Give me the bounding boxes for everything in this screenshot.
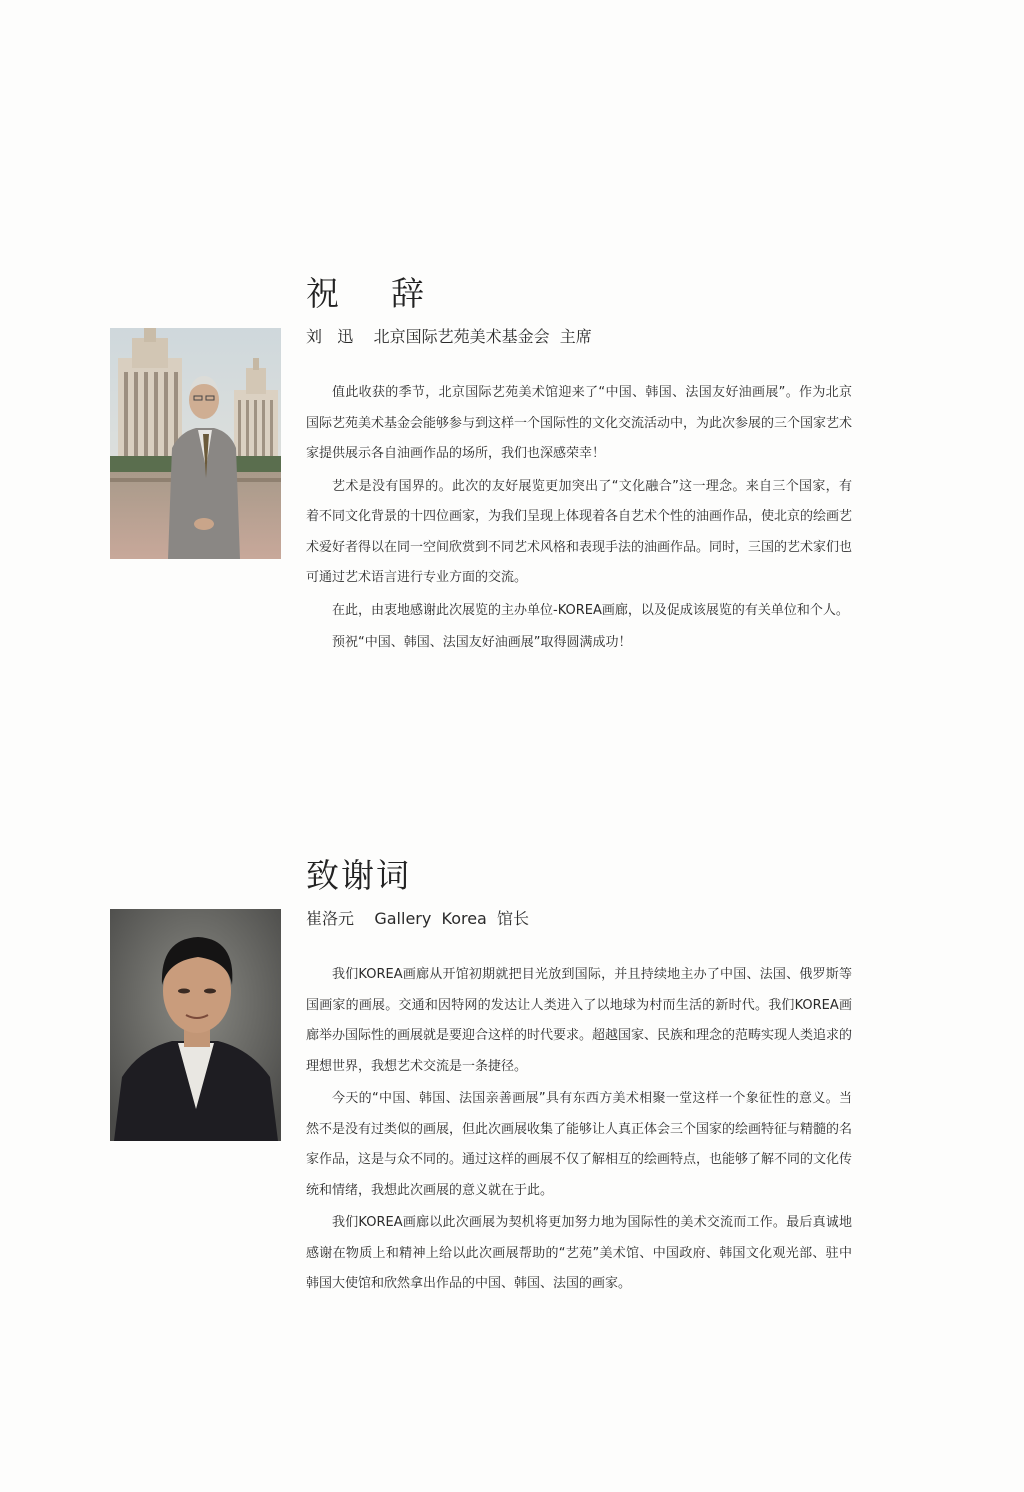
body-paragraph: 值此收获的季节，北京国际艺苑美术馆迎来了“中国、韩国、法国友好油画展”。作为北京国际艺苑美术基金会能够参与到这样一个国际性的文化交流活动中，为此次参展的三个国家艺术家提供展示各自油画作品的场所，我们也深感荣幸！ (306, 385, 853, 461)
portrait-image (110, 909, 281, 1141)
portrait-photo-liu-xun (110, 328, 281, 559)
body-paragraph: 我们KOREA画廊从开馆初期就把目光放到国际，并且持续地主办了中国、法国、俄罗斯等国画家的画展。交通和因特网的发达让人类进入了以地球为村而生活的新时代。我们KOREA画廊举办国际性的画展就是要迎合这样的时代要求。超越国家、民族和理念的范畴实现人类追求的理想世界，我想艺术交流是一条捷径。 (306, 967, 853, 1074)
body-paragraph: 在此，由衷地感谢此次展览的主办单位-KOREA画廊，以及促成该展览的有关单位和个人。 (332, 602, 849, 618)
section-heading: 祝 辞 (306, 274, 426, 313)
section-heading: 致谢词 (306, 856, 411, 895)
author-byline: 崔洛元 Gallery Korea 馆长 (306, 909, 530, 928)
section-body (306, 378, 852, 659)
body-paragraph: 今天的“中国、韩国、法国亲善画展”具有东西方美术相聚一堂这样一个象征性的意义。当然不是没有过类似的画展，但此次画展收集了能够让人真正体会三个国家的绘画特征与精髓的名家作品，这是与众不同的。通过这样的画展不仅了解相互的绘画特点，也能够了解不同的文化传统和情绪，我想此次画展的意义就在于此。 (306, 1091, 853, 1198)
portrait-image (110, 328, 281, 559)
portrait-photo-choi (110, 909, 281, 1141)
body-paragraph: 预祝“中国、韩国、法国友好油画展”取得圆满成功！ (332, 635, 632, 650)
section-body (306, 960, 852, 1300)
body-paragraph: 艺术是没有国界的。此次的友好展览更加突出了“文化融合”这一理念。来自三个国家，有着不同文化背景的十四位画家，为我们呈现上体现着各自艺术个性的油画作品，使北京的绘画艺术爱好者得以在同一空间欣赏到不同艺术风格和表现手法的油画作品。同时，三国的艺术家们也可通过艺术语言进行专业方面的交流。 (306, 478, 853, 585)
author-byline: 刘 迅 北京国际艺苑美术基金会 主席 (306, 327, 592, 346)
body-paragraph: 我们KOREA画廊以此次画展为契机将更加努力地为国际性的美术交流而工作。最后真诚地感谢在物质上和精神上给以此次画展帮助的“艺苑”美术馆、中国政府、韩国文化观光部、驻中韩国大使馆和欣然拿出作品的中国、韩国、法国的画家。 (306, 1215, 852, 1291)
